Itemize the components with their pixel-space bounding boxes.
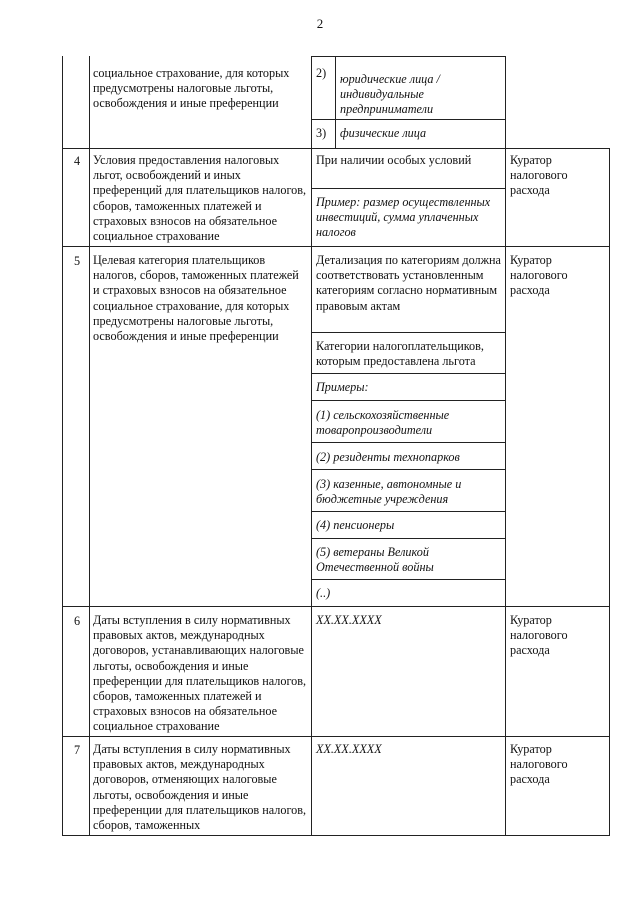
sub-row-line: [311, 400, 505, 401]
row-line: [62, 736, 609, 737]
row-line: [62, 246, 609, 247]
row-5-categories: Категории налогоплательщиков, которым предоставлена льгота: [316, 339, 484, 369]
row-3-sub-2-num: 2): [316, 66, 327, 80]
row-4-value: При наличии особых условий: [316, 153, 472, 167]
col-divider-value: [505, 56, 506, 836]
sub-row-line: [311, 56, 505, 57]
table-border-left: [62, 56, 63, 836]
page-number: 2: [316, 16, 324, 31]
row-3-sub-3-num: 3): [316, 126, 327, 140]
row-5-example-4: (4) пенсионеры: [316, 518, 395, 532]
row-4-curator: Куратор налогового расхода: [510, 153, 568, 198]
row-line: [62, 835, 609, 836]
row-5-examples-label: Примеры:: [316, 380, 369, 394]
row-5-example-6: (..): [316, 586, 331, 600]
row-line: [62, 148, 609, 149]
row-6-number: 6: [73, 614, 81, 628]
row-5-name: Целевая категория плательщиков налогов, сборов, таможенных платежей и страховых взносов на обязательное социальное страхование, для которых предусмотрены налоговые льготы, освобождения и иные преференции: [93, 253, 299, 344]
col-divider-name: [311, 56, 312, 836]
sub-row-line: [311, 579, 505, 580]
col-divider-num: [89, 56, 90, 836]
row-3-sub-2-text: юридические лица / индивидуальные предприниматели: [340, 72, 440, 117]
row-4-example: Пример: размер осуществленных инвестиций, сумма уплаченных налогов: [316, 195, 491, 240]
sub-row-line: [311, 469, 505, 470]
row-7-date: XX.XX.XXXX: [316, 742, 382, 756]
row-7-number: 7: [73, 743, 81, 757]
row-5-number: 5: [73, 254, 81, 268]
row-7-curator: Куратор налогового расхода: [510, 742, 568, 787]
row-5-example-5: (5) ветераны Великой Отечественной войны: [316, 545, 434, 575]
row-3-sub-3-text: физические лица: [340, 126, 427, 140]
sub-row-line: [311, 511, 505, 512]
row-6-curator: Куратор налогового расхода: [510, 613, 568, 658]
row-5-detail: Детализация по категориям должна соответствовать установленным категориям согласно нормативным правовым актам: [316, 253, 501, 313]
col-divider-subnum: [335, 56, 336, 148]
sub-row-line: [311, 119, 505, 120]
row-5-example-1: (1) сельскохозяйственные товаропроизводители: [316, 408, 450, 438]
sub-row-line: [311, 442, 505, 443]
sub-row-line: [311, 373, 505, 374]
sub-row-line: [311, 188, 505, 189]
table-border-right: [609, 148, 610, 836]
row-3-name-continuation: социальное страхование, для которых предусмотрены налоговые льготы, освобождения и иные преференции: [93, 66, 290, 111]
row-7-name: Даты вступления в силу нормативных правовых актов, международных договоров, отменяющих налоговые льготы, освобождения и иные преференции для плательщиков налогов, сборов, таможенных: [93, 742, 307, 833]
row-6-name: Даты вступления в силу нормативных правовых актов, международных договоров, устанавливающих налоговые льготы, освобождения и иные преференции для плательщиков налогов, сборов, таможенных платежей и страховых взносов на обязательное социальное страхование: [93, 613, 307, 734]
row-5-curator: Куратор налогового расхода: [510, 253, 568, 298]
row-line: [62, 606, 609, 607]
sub-row-line: [311, 332, 505, 333]
sub-row-line: [311, 538, 505, 539]
row-5-example-3: (3) казенные, автономные и бюджетные учреждения: [316, 477, 462, 507]
row-5-example-2: (2) резиденты технопарков: [316, 450, 460, 464]
row-4-number: 4: [73, 154, 81, 168]
row-4-name: Условия предоставления налоговых льгот, освобождений и иных преференций для плательщиков налогов, сборов, таможенных платежей и страховых взносов на обязательное социальное страхование: [93, 153, 307, 244]
row-6-date: XX.XX.XXXX: [316, 613, 382, 627]
